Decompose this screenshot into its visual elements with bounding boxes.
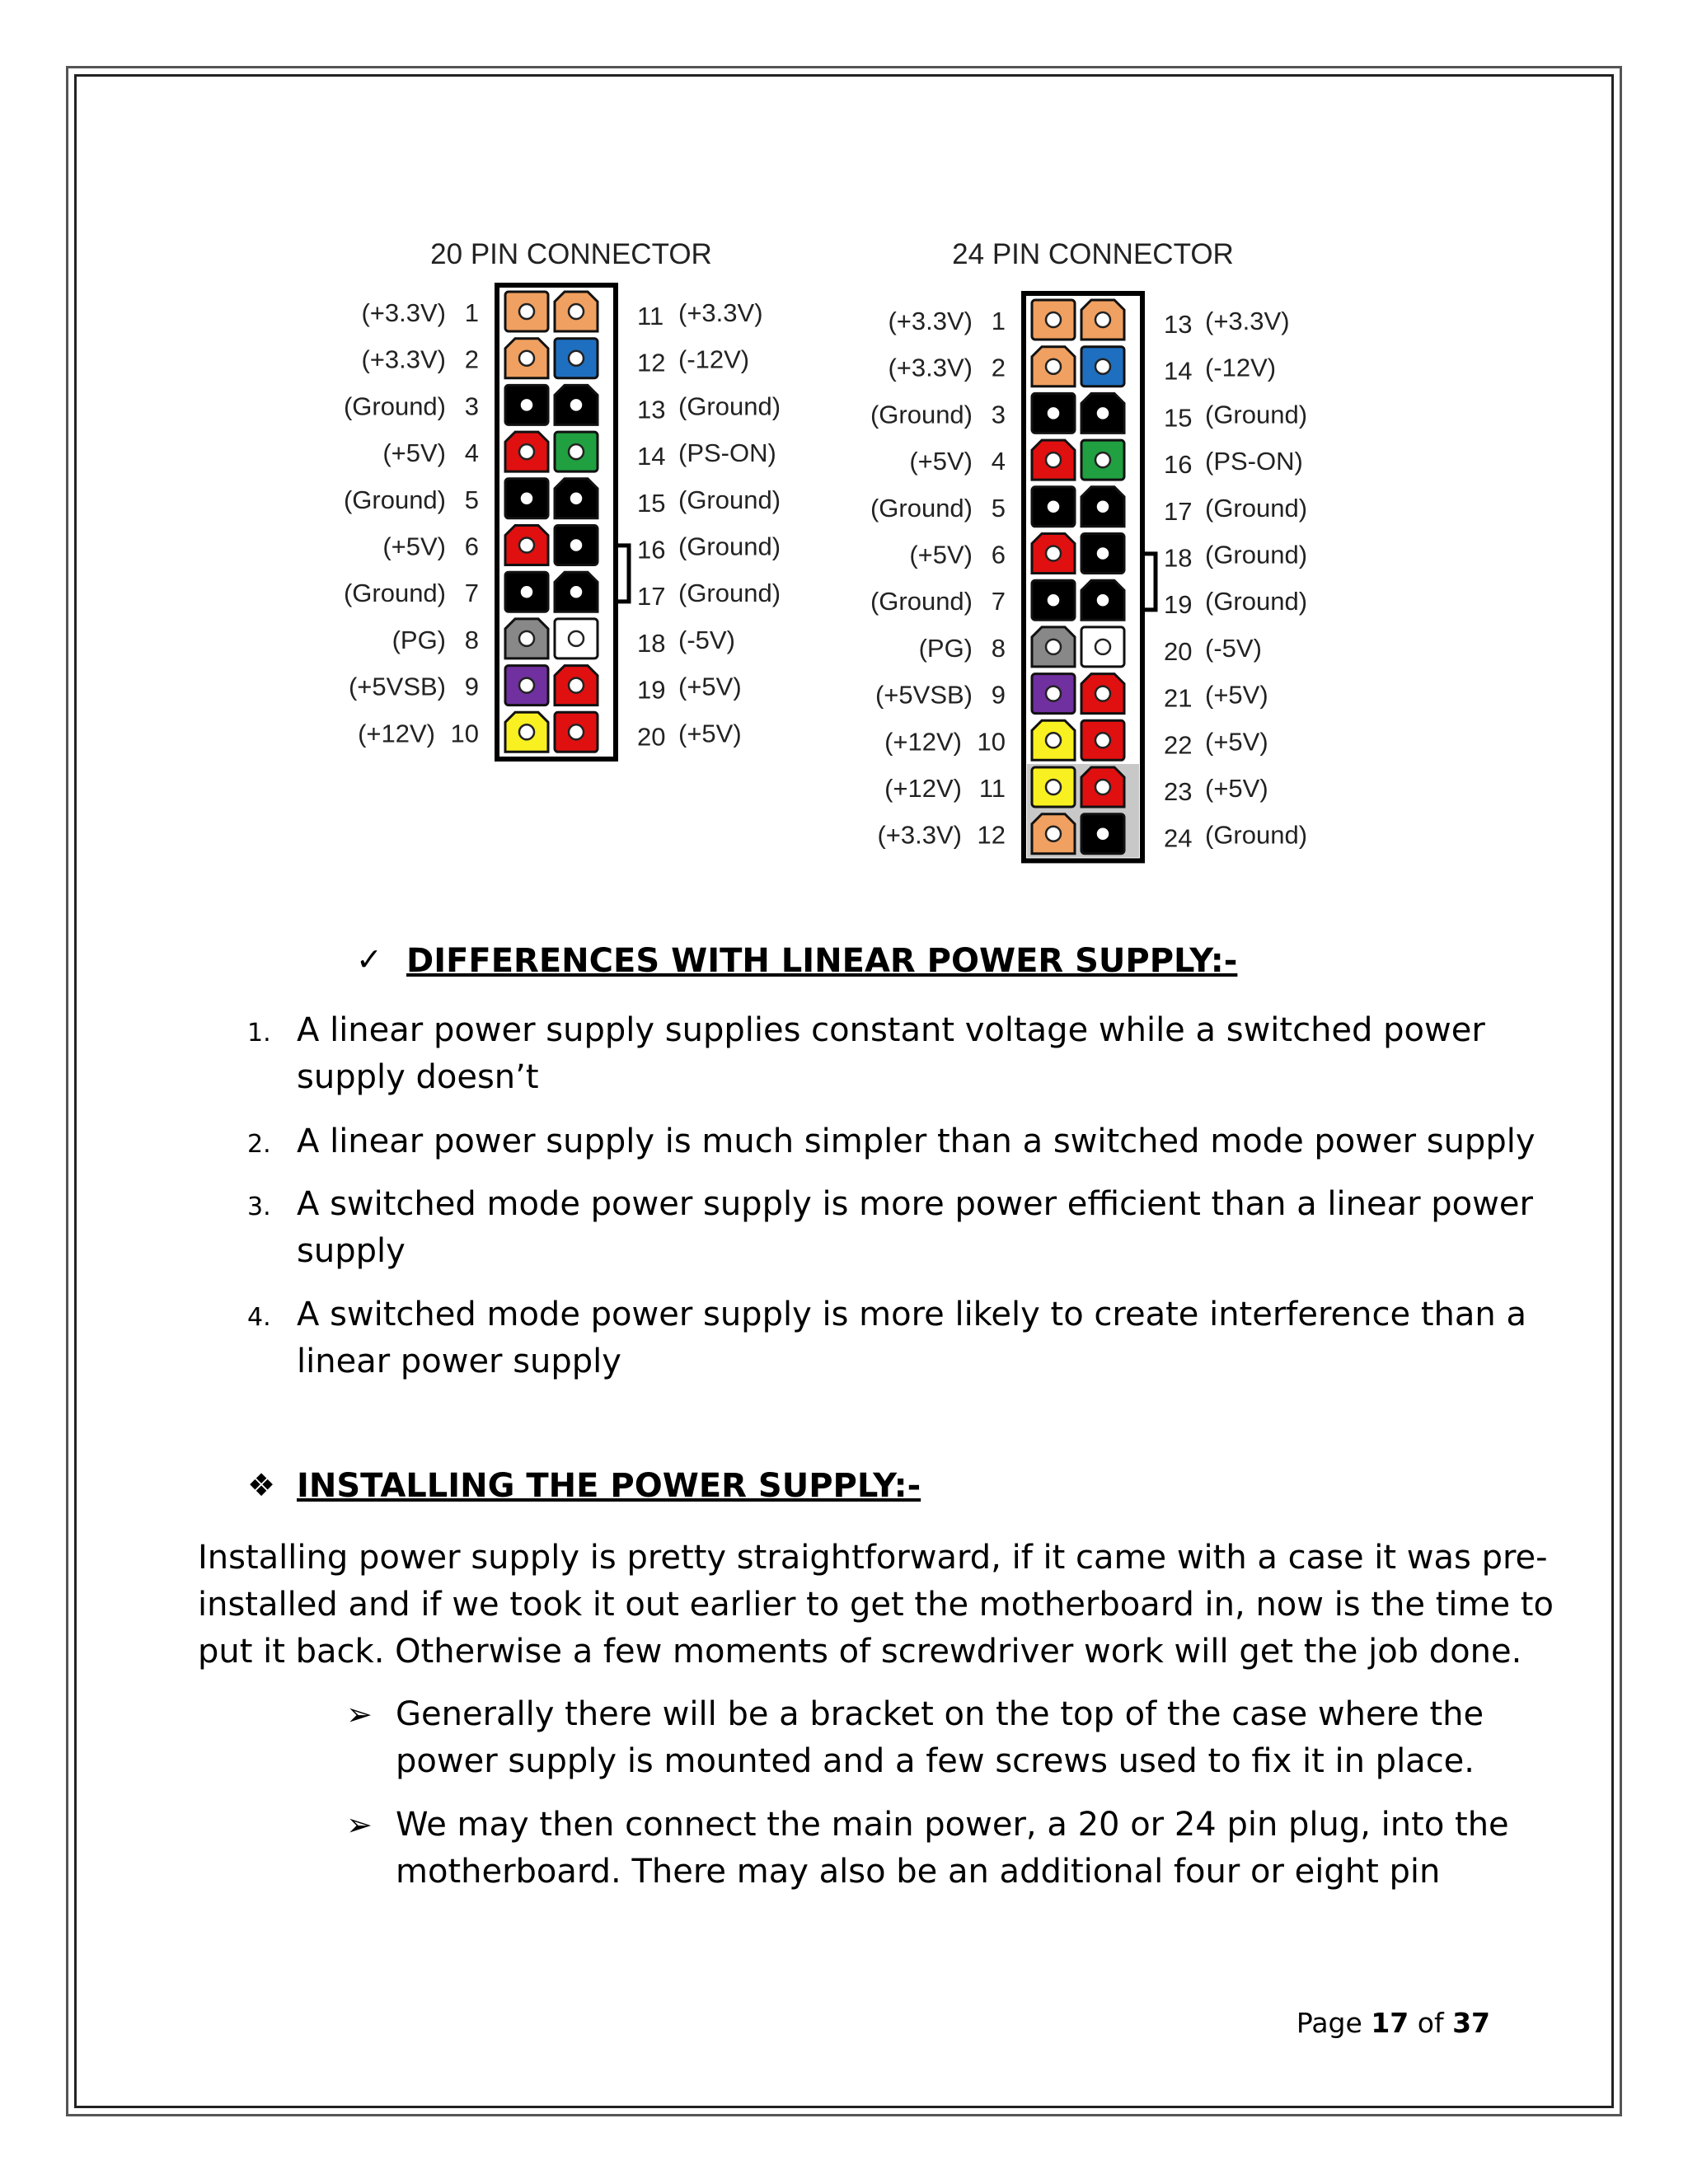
pin-hole xyxy=(1046,733,1061,748)
installing-heading: INSTALLING THE POWER SUPPLY:- xyxy=(297,1467,921,1505)
pin-label: (+5VSB) xyxy=(348,672,446,701)
pin-hole xyxy=(1095,452,1110,467)
pin-label: (+5V) xyxy=(678,719,742,748)
pin-hole xyxy=(522,587,532,597)
pin-hole xyxy=(1046,359,1061,374)
pin-label: (Ground) xyxy=(678,485,781,514)
pin-number: 21 xyxy=(1164,683,1193,713)
pin-number: 19 xyxy=(637,675,666,705)
pin-hole xyxy=(1046,452,1061,467)
paragraph-line: installed and if we took it out earlier to get the motherboard in, now is the time to xyxy=(198,1586,1554,1624)
pin-hole xyxy=(519,351,534,366)
pin-number: 13 xyxy=(1164,310,1193,339)
pin-hole xyxy=(1098,595,1108,605)
pin-number: 1 xyxy=(464,298,479,327)
pin-number: 7 xyxy=(991,587,1006,616)
pin-label: (Ground) xyxy=(678,579,781,608)
pin-label: (+5V) xyxy=(909,447,973,476)
pin-number: 14 xyxy=(1164,356,1193,386)
pin-number: 10 xyxy=(450,719,479,748)
pin-hole xyxy=(569,444,584,459)
pin-label: (Ground) xyxy=(678,532,781,561)
pin-label: (+12V) xyxy=(884,774,962,803)
pin-hole xyxy=(1046,827,1061,841)
pin-hole xyxy=(519,724,534,739)
pin-number: 7 xyxy=(464,579,479,608)
pin-number: 11 xyxy=(637,302,664,330)
pin-hole xyxy=(1095,359,1110,374)
pin-label: (Ground) xyxy=(1205,820,1308,850)
list-item-line: A linear power supply supplies constant voltage while a switched power xyxy=(297,1011,1485,1049)
pin-number: 9 xyxy=(464,672,479,701)
pin-hole xyxy=(1095,640,1110,654)
pin-hole xyxy=(571,587,581,597)
footer-of: of xyxy=(1417,2007,1444,2039)
pin-number: 12 xyxy=(977,820,1006,850)
pin-number: 20 xyxy=(1164,636,1193,666)
footer-current-page: 17 xyxy=(1371,2007,1409,2039)
pin-number: 14 xyxy=(637,442,666,471)
pin-label: (Ground) xyxy=(343,485,446,514)
pin-number: 19 xyxy=(1164,590,1193,620)
pin-label: (+5V) xyxy=(382,438,446,468)
pin-hole xyxy=(1095,780,1110,794)
pin-hole xyxy=(1048,502,1058,512)
list-item-line: supply doesn’t xyxy=(297,1058,539,1096)
pin-number: 20 xyxy=(637,722,666,752)
pin-number: 17 xyxy=(1164,496,1193,526)
pin-label: (Ground) xyxy=(1205,540,1308,569)
list-item-line: supply xyxy=(297,1232,406,1270)
pin-number: 16 xyxy=(637,535,666,565)
pin-hole xyxy=(1046,780,1061,794)
pin-number: 3 xyxy=(464,391,479,421)
pin-label: (+5V) xyxy=(1205,727,1268,757)
pin-hole xyxy=(519,631,534,646)
pin-hole xyxy=(1095,312,1110,327)
pin-label: (+5V) xyxy=(1205,774,1268,803)
pin-label: (Ground) xyxy=(678,391,781,421)
pin-number: 9 xyxy=(991,680,1006,710)
pin-hole xyxy=(522,400,532,410)
list-item-line: linear power supply xyxy=(297,1343,621,1380)
pin-label: (+3.3V) xyxy=(361,298,446,327)
pin-label: (+3.3V) xyxy=(877,820,962,850)
pin-number: 5 xyxy=(464,485,479,514)
pin-label: (PS-ON) xyxy=(1205,447,1303,476)
pin-hole xyxy=(519,444,534,459)
footer-total-pages: 37 xyxy=(1452,2007,1490,2039)
pin-label: (+3.3V) xyxy=(888,353,973,382)
pin-label: (Ground) xyxy=(870,587,973,616)
pin-hole xyxy=(1048,408,1058,418)
pin-number: 18 xyxy=(637,628,666,658)
connector-title: 20 PIN CONNECTOR xyxy=(430,238,712,270)
pin-label: (+12V) xyxy=(358,719,435,748)
pin-number: 1 xyxy=(991,307,1006,335)
pin-label: (+12V) xyxy=(884,727,962,757)
pin-label: (+3.3V) xyxy=(678,298,763,327)
pin-number: 2 xyxy=(464,344,479,374)
bullet-line: We may then connect the main power, a 20 or 24 pin plug, into the xyxy=(396,1806,1509,1844)
pin-label: (PG) xyxy=(392,625,446,654)
pin-number: 17 xyxy=(637,582,666,612)
arrow-bullet-icon: ➢ xyxy=(346,1807,373,1843)
pin-label: (+5V) xyxy=(678,672,742,701)
pin-hole xyxy=(519,678,534,693)
pin-hole xyxy=(1095,687,1110,701)
pin-label: (-5V) xyxy=(1205,633,1262,663)
pin-number: 23 xyxy=(1164,777,1193,806)
pin-label: (+5V) xyxy=(1205,680,1268,710)
pin-label: (-5V) xyxy=(678,625,735,654)
pin-hole xyxy=(569,351,584,366)
paragraph-line: put it back. Otherwise a few moments of screwdriver work will get the job done. xyxy=(198,1633,1522,1671)
bullet-line: Generally there will be a bracket on the top of the case where the xyxy=(396,1695,1484,1733)
pin-label: (+3.3V) xyxy=(888,307,973,335)
list-number: 2. xyxy=(247,1130,271,1159)
list-number: 4. xyxy=(247,1303,271,1332)
pin-label: (Ground) xyxy=(1205,400,1308,429)
pin-number: 8 xyxy=(991,633,1006,663)
pin-label: (PS-ON) xyxy=(678,438,776,468)
connector-2 xyxy=(870,238,1307,860)
pin-number: 4 xyxy=(464,438,479,468)
pin-hole xyxy=(1046,312,1061,327)
pin-number: 6 xyxy=(464,532,479,561)
pin-number: 2 xyxy=(991,353,1006,382)
pin-number: 15 xyxy=(637,488,666,518)
list-number: 3. xyxy=(247,1193,271,1221)
pin-hole xyxy=(1098,408,1108,418)
pin-label: (Ground) xyxy=(1205,493,1308,523)
list-item-line: A switched mode power supply is more likely to create interference than a xyxy=(297,1296,1526,1333)
pin-label: (+5V) xyxy=(909,540,973,569)
list-number: 1. xyxy=(247,1019,271,1047)
pin-number: 6 xyxy=(991,540,1006,569)
pin-number: 16 xyxy=(1164,450,1193,480)
pin-label: (Ground) xyxy=(343,391,446,421)
pin-number: 11 xyxy=(978,774,1006,803)
pin-hole xyxy=(1095,733,1110,748)
pin-number: 24 xyxy=(1164,823,1193,853)
pin-hole xyxy=(569,678,584,693)
bullet-line: power supply is mounted and a few screws used to fix it in place. xyxy=(396,1742,1475,1780)
connector-title: 24 PIN CONNECTOR xyxy=(952,238,1234,270)
list-item-line: A linear power supply is much simpler than a switched mode power supply xyxy=(297,1122,1536,1160)
pin-number: 15 xyxy=(1164,403,1193,433)
pin-hole xyxy=(1046,640,1061,654)
pin-hole xyxy=(522,494,532,504)
pin-label: (-12V) xyxy=(678,344,750,374)
connector-diagram xyxy=(0,0,1688,907)
pin-label: (+5VSB) xyxy=(874,680,973,710)
differences-heading: DIFFERENCES WITH LINEAR POWER SUPPLY:- xyxy=(406,942,1238,980)
pin-number: 4 xyxy=(991,447,1006,476)
pin-hole xyxy=(571,541,581,551)
pin-label: (+3.3V) xyxy=(1205,307,1290,335)
pin-number: 5 xyxy=(991,493,1006,523)
pin-hole xyxy=(1046,546,1061,561)
pin-number: 18 xyxy=(1164,543,1193,573)
pin-number: 13 xyxy=(637,395,666,424)
pin-label: (Ground) xyxy=(343,579,446,608)
pin-label: (Ground) xyxy=(870,400,973,429)
pin-hole xyxy=(1098,549,1108,559)
arrow-bullet-icon: ➢ xyxy=(346,1696,373,1732)
pin-hole xyxy=(571,400,581,410)
pin-hole xyxy=(1098,502,1108,512)
pin-label: (Ground) xyxy=(1205,587,1308,616)
list-item-line: A switched mode power supply is more power efficient than a linear power xyxy=(297,1185,1533,1223)
pin-label: (PG) xyxy=(918,633,973,663)
pin-hole xyxy=(569,724,584,739)
connector-1 xyxy=(344,238,781,759)
pin-hole xyxy=(519,538,534,553)
pin-hole xyxy=(1048,595,1058,605)
pin-label: (+3.3V) xyxy=(361,344,446,374)
pin-label: (Ground) xyxy=(870,493,973,523)
pin-number: 22 xyxy=(1164,730,1193,760)
pin-label: (-12V) xyxy=(1205,353,1277,382)
pin-hole xyxy=(1046,687,1061,701)
diamond-bullet-icon: ❖ xyxy=(247,1467,276,1503)
footer-prefix: Page xyxy=(1296,2007,1362,2039)
pin-hole xyxy=(1098,829,1108,839)
paragraph-line: Installing power supply is pretty straightforward, if it came with a case it was pre- xyxy=(198,1539,1548,1577)
pin-hole xyxy=(569,631,584,646)
check-icon: ✓ xyxy=(356,941,382,977)
pin-number: 12 xyxy=(637,348,666,377)
pin-number: 10 xyxy=(977,727,1006,757)
pin-hole xyxy=(519,304,534,319)
pin-number: 3 xyxy=(991,400,1006,429)
page-footer xyxy=(1296,2007,1490,2039)
pin-number: 8 xyxy=(464,625,479,654)
pin-label: (+5V) xyxy=(382,532,446,561)
pin-hole xyxy=(571,494,581,504)
bullet-line: motherboard. There may also be an additional four or eight pin xyxy=(396,1853,1441,1891)
pin-hole xyxy=(569,304,584,319)
